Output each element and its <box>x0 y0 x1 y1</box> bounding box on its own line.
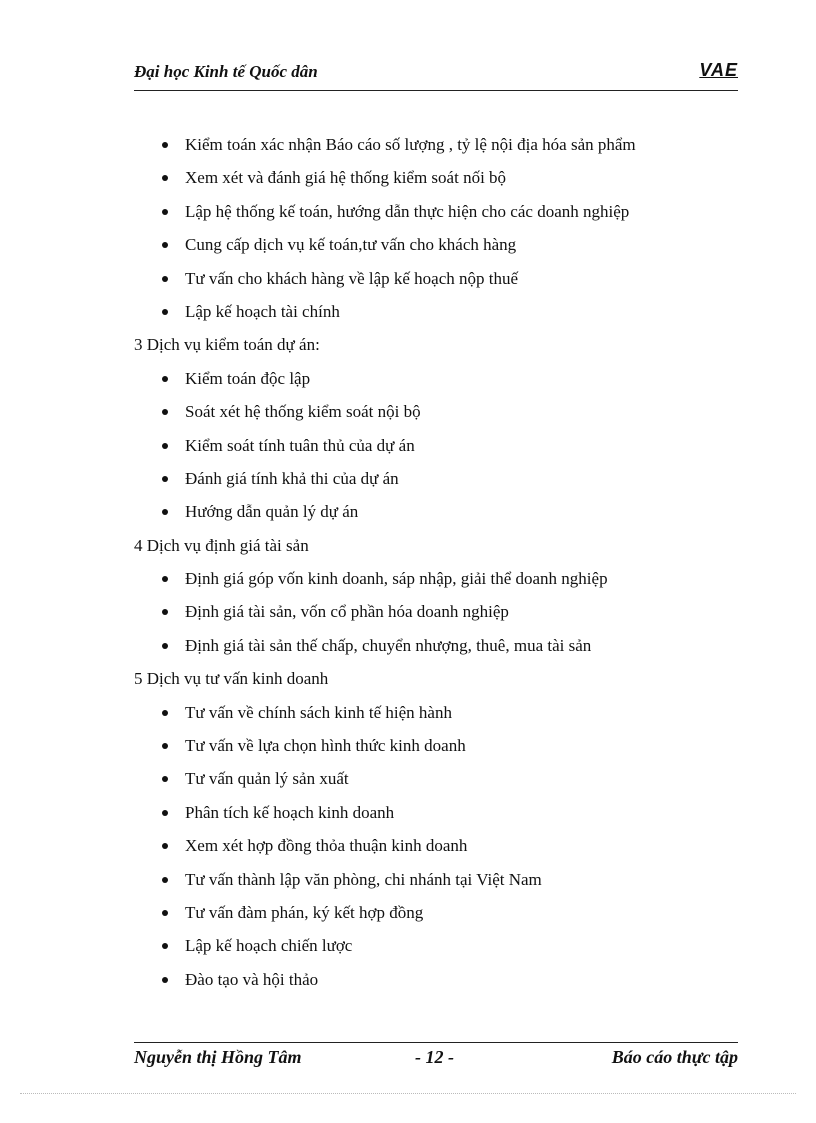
list-item-text: Xem xét hợp đồng thỏa thuận kinh doanh <box>185 836 468 856</box>
list-item <box>134 131 754 164</box>
bullet-icon <box>162 509 168 515</box>
list-item <box>134 799 754 832</box>
bullet-icon <box>162 710 168 716</box>
list-item-text: Định giá góp vốn kinh doanh, sáp nhập, giải thể doanh nghiệp <box>185 569 608 589</box>
list-item-text: Xem xét và đánh giá hệ thống kiểm soát nối bộ <box>185 168 507 188</box>
bullet-icon <box>162 476 168 482</box>
list-item <box>134 632 754 665</box>
bullet-icon <box>162 376 168 382</box>
list-item-text: Đào tạo và hội thảo <box>185 969 319 989</box>
list-item <box>134 699 754 732</box>
list-item-text: Kiểm toán độc lập <box>185 368 311 388</box>
list-item-text: Hướng dẫn quản lý dự án <box>185 502 359 522</box>
section-heading-text: 5 Dịch vụ tư vấn kinh doanh <box>134 669 329 689</box>
footer-report-title: Báo cáo thực tập <box>611 1047 738 1067</box>
list-item <box>134 365 754 398</box>
list-item <box>134 265 754 298</box>
list-item-text: Lập kế hoạch chiến lược <box>185 936 353 956</box>
list-item <box>134 899 754 932</box>
list-item-text: Định giá tài sản, vốn cổ phần hóa doanh nghiệp <box>185 602 509 622</box>
bullet-icon <box>162 843 168 849</box>
bullet-icon <box>162 643 168 649</box>
bullet-icon <box>162 810 168 816</box>
list-item <box>134 498 754 531</box>
list-item <box>134 164 754 197</box>
page-edge-divider <box>20 1093 796 1094</box>
list-item <box>134 198 754 231</box>
list-item <box>134 932 754 965</box>
list-item-text: Lập kế hoạch tài chính <box>185 301 340 321</box>
list-item-text: Tư vấn về chính sách kinh tế hiện hành <box>185 702 452 722</box>
bullet-icon <box>162 776 168 782</box>
list-item-text: Tư vấn về lựa chọn hình thức kinh doanh <box>185 736 466 756</box>
list-item <box>134 765 754 798</box>
list-item-text: Đánh giá tính khả thi của dự án <box>185 468 399 488</box>
page-number: - 12 - <box>415 1047 454 1067</box>
page-header <box>134 60 738 91</box>
list-item <box>134 465 754 498</box>
section-heading <box>134 331 754 364</box>
list-item <box>134 398 754 431</box>
bullet-icon <box>162 242 168 248</box>
list-item <box>134 598 754 631</box>
bullet-icon <box>162 409 168 415</box>
list-item-text: Lập hệ thống kế toán, hướng dẫn thực hiện cho các doanh nghiệp <box>185 201 630 221</box>
bullet-icon <box>162 443 168 449</box>
list-item <box>134 732 754 765</box>
section-heading <box>134 532 754 565</box>
list-item <box>134 298 754 331</box>
list-item <box>134 231 754 264</box>
list-item <box>134 866 754 899</box>
bullet-icon <box>162 175 168 181</box>
bullet-icon <box>162 309 168 315</box>
list-item-text: Tư vấn đàm phán, ký kết hợp đồng <box>185 902 424 922</box>
bullet-icon <box>162 877 168 883</box>
list-item-text: Kiểm soát tính tuân thủ của dự án <box>185 435 415 455</box>
footer-author: Nguyễn thị Hồng Tâm <box>134 1047 302 1067</box>
bullet-icon <box>162 977 168 983</box>
list-item <box>134 432 754 465</box>
bullet-icon <box>162 743 168 749</box>
bullet-icon <box>162 609 168 615</box>
bullet-icon <box>162 910 168 916</box>
bullet-icon <box>162 209 168 215</box>
list-item-text: Soát xét hệ thống kiểm soát nội bộ <box>185 402 421 422</box>
document-body <box>134 131 754 999</box>
header-title: Đại học Kinh tế Quốc dân <box>134 62 318 81</box>
list-item <box>134 966 754 999</box>
list-item-text: Tư vấn quản lý sản xuất <box>185 769 349 789</box>
section-heading-text: 3 Dịch vụ kiểm toán dự án: <box>134 335 320 355</box>
section-heading-text: 4 Dịch vụ định giá tài sản <box>134 535 309 555</box>
list-item-text: Tư vấn thành lập văn phòng, chi nhánh tại Việt Nam <box>185 869 542 889</box>
page-footer <box>134 1042 738 1073</box>
bullet-icon <box>162 142 168 148</box>
bullet-icon <box>162 943 168 949</box>
list-item-text: Phân tích kế hoạch kinh doanh <box>185 802 395 822</box>
section-heading <box>134 665 754 698</box>
list-item-text: Cung cấp dịch vụ kế toán,tư vấn cho khách hàng <box>185 235 517 255</box>
list-item <box>134 832 754 865</box>
bullet-icon <box>162 276 168 282</box>
list-item-text: Định giá tài sản thế chấp, chuyển nhượng, thuê, mua tài sản <box>185 635 592 655</box>
bullet-icon <box>162 576 168 582</box>
vae-logo: VAE <box>699 60 738 80</box>
list-item <box>134 565 754 598</box>
list-item-text: Kiểm toán xác nhận Báo cáo số lượng , tỷ lệ nội địa hóa sản phẩm <box>185 135 636 154</box>
list-item-text: Tư vấn cho khách hàng về lập kế hoạch nộp thuế <box>185 268 519 288</box>
